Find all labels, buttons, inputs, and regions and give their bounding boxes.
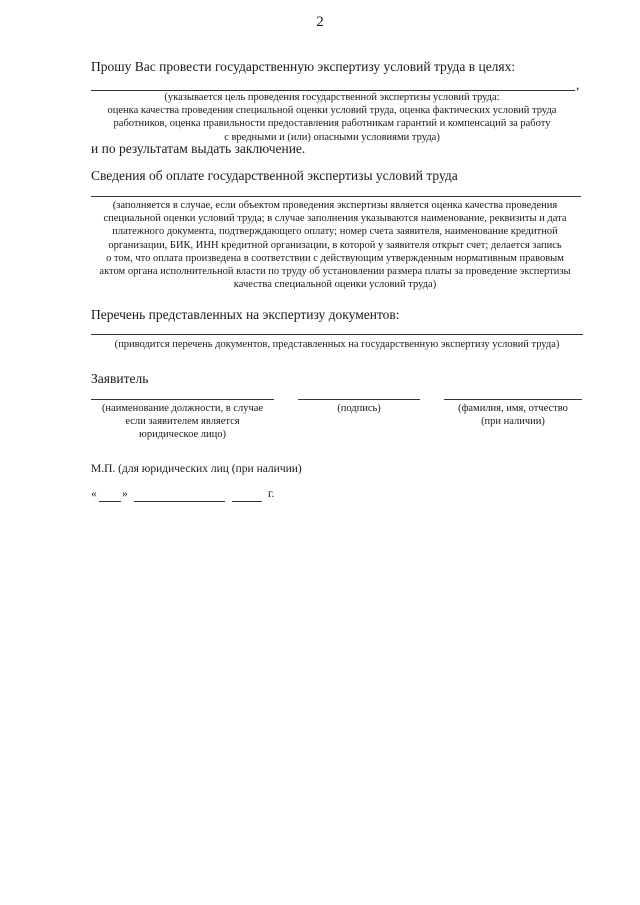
name-hint-line: (при наличии) bbox=[481, 416, 545, 428]
name-hint-line: (фамилия, имя, отчество bbox=[458, 403, 568, 414]
payment-hint-line: организации, БИК, ИНН кредитной организации, в которой у заявителя открыт счет; делается запись bbox=[108, 239, 562, 251]
payment-hint-line: актом органа исполнительной власти по труду об установлении размера платы за проведение экспертизы bbox=[99, 266, 571, 278]
signature-field-line bbox=[298, 399, 420, 400]
name-field-line bbox=[444, 399, 582, 400]
position-field-line bbox=[91, 399, 274, 400]
purpose-trailing-comma: , bbox=[576, 77, 580, 92]
payment-hint-line: (заполняется в случае, если объектом проведения экспертизы является оценка качества проведения bbox=[112, 200, 558, 211]
documents-hint: (приводится перечень документов, представленных на государственную экспертизу условий труда) bbox=[114, 339, 560, 350]
payment-hint bbox=[82, 199, 588, 291]
documents-heading: Перечень представленных на экспертизу документов: bbox=[91, 307, 400, 322]
payment-hint-line: специальной оценки условий труда; в случае заполнения указываются наименование, реквизиты и дата bbox=[103, 213, 567, 225]
page-number: 2 bbox=[316, 14, 324, 30]
purpose-hint-line: оценка качества проведения специальной оценки условий труда, оценка фактических условий труда bbox=[107, 105, 557, 117]
payment-heading: Сведения об оплате государственной экспертизы условий труда bbox=[91, 168, 458, 183]
position-hint-line: (наименование должности, в случае bbox=[101, 403, 264, 414]
payment-hint-line: платежного документа, подтверждающего оплату; номер счета заявителя, наименование кредитной bbox=[112, 226, 558, 238]
purpose-hint bbox=[82, 91, 582, 144]
year-suffix: г. bbox=[268, 488, 275, 500]
request-intro: Прошу Вас провести государственную экспертизу условий труда в целях: bbox=[91, 59, 516, 74]
open-quote: « bbox=[91, 488, 97, 500]
stamp-note: М.П. (для юридических лиц (при наличии) bbox=[91, 463, 302, 475]
applicant-label: Заявитель bbox=[91, 371, 149, 386]
purpose-hint-line: работников, оценка правильности предоставления работникам гарантий и компенсаций за работу bbox=[113, 118, 551, 130]
day-field-line bbox=[99, 501, 121, 502]
year-field-line bbox=[232, 501, 262, 502]
purpose-hint-line: с вредными и (или) опасными условиями труда) bbox=[224, 131, 440, 143]
name-hint bbox=[440, 402, 586, 428]
payment-hint-line: качества специальной оценки условий труда) bbox=[233, 279, 437, 291]
position-hint bbox=[91, 402, 274, 442]
position-hint-line: юридическое лицо) bbox=[139, 429, 226, 441]
request-conclusion: и по результатам выдать заключение. bbox=[91, 141, 306, 156]
payment-hint-line: о том, что оплата произведена в соответствии с действующим утвержденным нормативным правовым bbox=[106, 252, 564, 264]
purpose-hint-line: (указывается цель проведения государственной экспертизы условий труда: bbox=[164, 92, 500, 103]
month-field-line bbox=[134, 501, 225, 502]
documents-field-line bbox=[91, 334, 583, 335]
position-hint-line: если заявителем является bbox=[125, 416, 240, 428]
signature-hint: (подпись) bbox=[337, 403, 381, 414]
close-quote: » bbox=[122, 488, 128, 500]
payment-field-line bbox=[91, 196, 581, 197]
